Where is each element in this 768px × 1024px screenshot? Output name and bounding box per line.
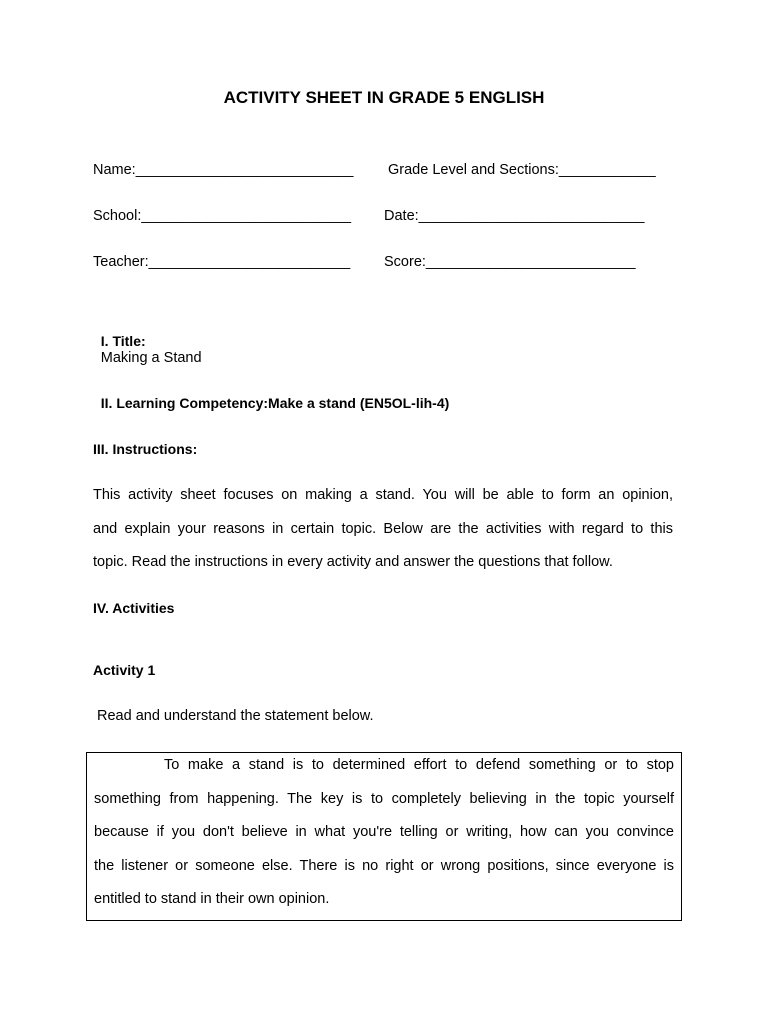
grade-level-field[interactable]: Grade Level and Sections:____________ — [388, 162, 656, 178]
statement-text — [94, 749, 674, 917]
page-title: ACTIVITY SHEET IN GRADE 5 ENGLISH — [223, 88, 545, 107]
activity-1-heading: Activity 1 — [93, 662, 156, 678]
section-title-value: Making a Stand — [100, 350, 202, 366]
statement-line: because if you don't believe in what you're telling or writing, how can you convince — [94, 824, 674, 840]
activity-1-prompt: Read and understand the statement below. — [97, 708, 374, 724]
school-field[interactable]: School:__________________________ — [93, 208, 352, 224]
date-field[interactable]: Date:____________________________ — [384, 208, 645, 224]
section-title — [93, 317, 202, 366]
learning-competency-value: Make a stand (EN5OL-lih-4) — [268, 395, 450, 411]
teacher-field[interactable]: Teacher:_________________________ — [93, 254, 351, 270]
score-field[interactable]: Score:__________________________ — [384, 254, 636, 270]
instructions-line: This activity sheet focuses on making a stand. You will be able to form an opinion, — [93, 487, 673, 503]
statement-box — [86, 752, 682, 921]
name-field[interactable]: Name:___________________________ — [93, 162, 354, 178]
statement-line: entitled to stand in their own opinion. — [94, 891, 330, 907]
statement-line: something from happening. The key is to completely believing in the topic yourself — [94, 790, 674, 807]
section-activities-heading: IV. Activities — [93, 600, 175, 616]
instructions-paragraph — [93, 479, 673, 580]
section-instructions-heading: III. Instructions: — [93, 441, 198, 457]
statement-line: To make a stand is to determined effort to defend something or to stop — [164, 757, 674, 773]
instructions-line: topic. Read the instructions in every activity and answer the questions that follow. — [93, 554, 613, 570]
section-learning-competency — [93, 379, 449, 411]
section-title-label: I. Title: — [100, 333, 146, 349]
instructions-line: and explain your reasons in certain topic. Below are the activities with regard to this — [93, 520, 673, 537]
statement-line: the listener or someone else. There is no right or wrong positions, since everyone is — [94, 857, 674, 874]
learning-competency-label: II. Learning Competency: — [100, 395, 269, 411]
